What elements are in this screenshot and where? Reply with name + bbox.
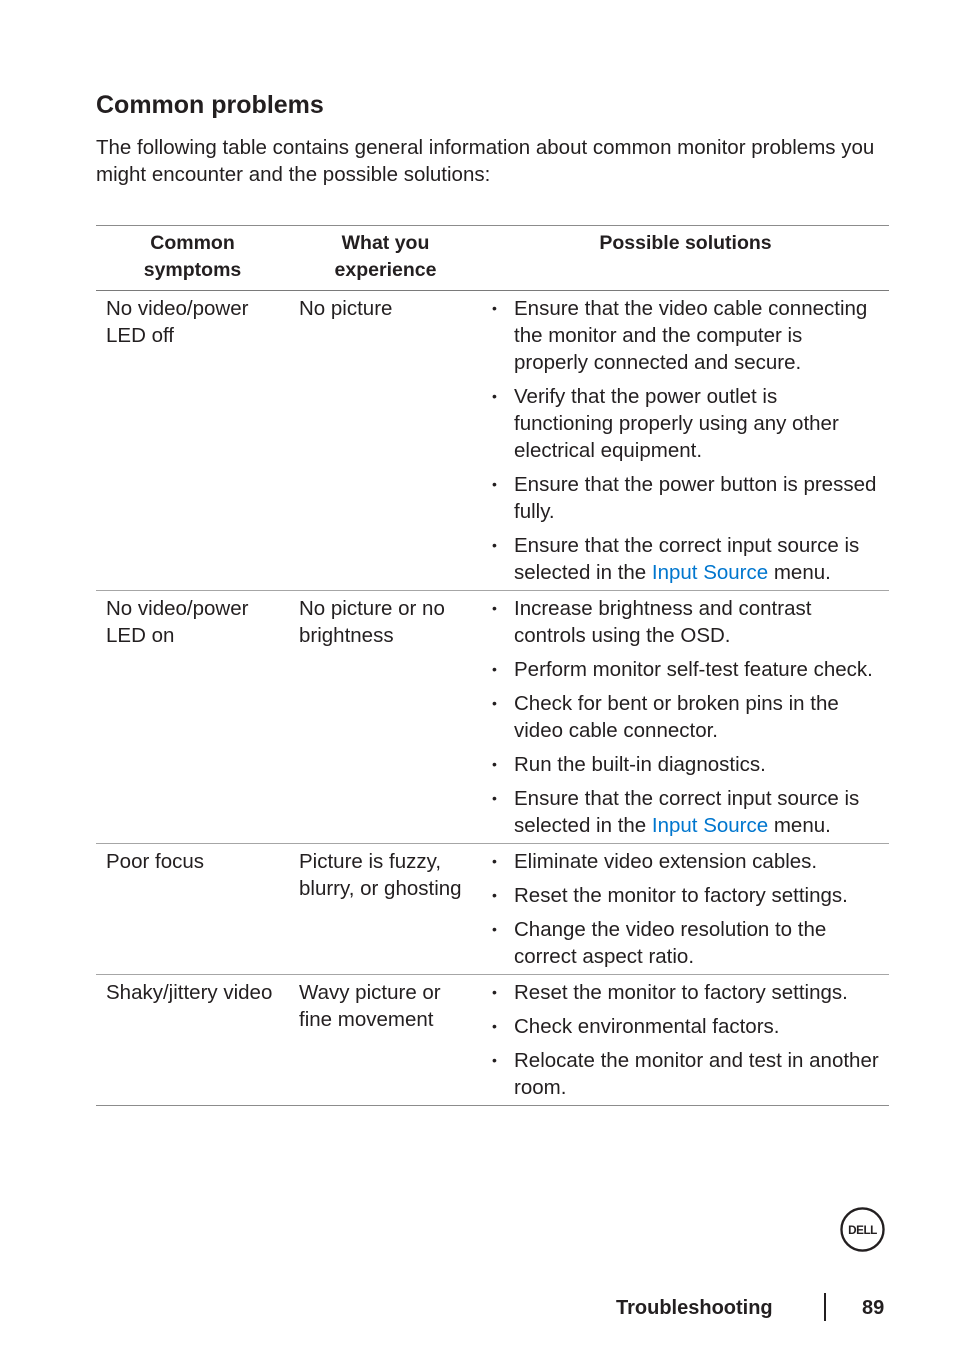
solution-text: Perform monitor self-test feature check.	[514, 658, 873, 681]
footer-divider	[824, 1293, 826, 1321]
header-possible-solutions: Possible solutions	[599, 232, 772, 254]
header-common-symptoms: Common symptoms	[143, 232, 242, 281]
page-title: Common problems	[96, 91, 324, 119]
solution-text: Verify that the power outlet is functioning properly using any other electrical equipment.	[514, 385, 839, 462]
solutions-cell	[482, 844, 889, 975]
bullet-icon: •	[492, 388, 497, 404]
solution-item	[490, 690, 881, 744]
footer-section-label: Troubleshooting	[616, 1297, 773, 1319]
solution-text: Check environmental factors.	[514, 1015, 780, 1038]
table-row	[96, 975, 889, 1106]
experience-cell: No picture or no brightness	[299, 597, 445, 647]
experience-cell: Wavy picture or fine movement	[299, 981, 441, 1031]
bullet-icon: •	[492, 1052, 497, 1068]
solution-item	[490, 295, 881, 376]
experience-cell: No picture	[299, 297, 393, 320]
bullet-icon: •	[492, 887, 497, 903]
solutions-cell	[482, 291, 889, 591]
table-body	[96, 291, 889, 1106]
header-what-you-experience: What you experience	[334, 232, 437, 281]
solution-item	[490, 785, 881, 839]
table-row	[96, 844, 889, 975]
solution-item	[490, 1047, 881, 1101]
solution-text: Change the video resolution to the correct aspect ratio.	[514, 918, 827, 968]
symptom-cell: Shaky/jittery video	[106, 981, 273, 1004]
solution-item	[490, 882, 881, 909]
solutions-list	[490, 295, 881, 586]
symptom-cell: No video/power LED on	[106, 597, 249, 647]
symptom-cell: No video/power LED off	[106, 297, 249, 347]
solution-item	[490, 471, 881, 525]
symptom-cell: Poor focus	[106, 850, 204, 873]
bullet-icon: •	[492, 300, 497, 316]
bullet-icon: •	[492, 537, 497, 553]
solution-text: Ensure that the correct input source is selected in the	[514, 534, 860, 584]
bullet-icon: •	[492, 600, 497, 616]
page-number: 89	[862, 1297, 885, 1319]
solution-text: Ensure that the power button is pressed fully.	[514, 473, 877, 523]
solution-text: Run the built-in diagnostics.	[514, 753, 766, 776]
solution-item	[490, 1013, 881, 1040]
solution-item	[490, 916, 881, 970]
solution-text: Ensure that the correct input source is selected in the	[514, 787, 860, 837]
input-source-link[interactable]: Input Source	[651, 814, 769, 837]
solution-item	[490, 979, 881, 1006]
solution-text: Increase brightness and contrast controls using the OSD.	[514, 597, 812, 647]
solution-item	[490, 751, 881, 778]
solution-text-after: menu.	[773, 561, 831, 584]
input-source-link[interactable]: Input Source	[651, 561, 769, 584]
experience-cell: Picture is fuzzy, blurry, or ghosting	[299, 850, 462, 900]
dell-logo-icon	[840, 1207, 885, 1252]
intro-paragraph: The following table contains general information about common monitor problems you might encounter and the possible solutions:	[96, 136, 875, 186]
solution-item	[490, 383, 881, 464]
bullet-icon: •	[492, 853, 497, 869]
table-row	[96, 291, 889, 591]
solutions-list	[490, 848, 881, 970]
solution-text: Ensure that the video cable connecting the monitor and the computer is properly connected and secure.	[514, 297, 868, 374]
solution-item	[490, 848, 881, 875]
solution-text: Relocate the monitor and test in another room.	[514, 1049, 879, 1099]
bullet-icon: •	[492, 695, 497, 711]
bullet-icon: •	[492, 476, 497, 492]
solution-text-after: menu.	[773, 814, 831, 837]
solution-item	[490, 532, 881, 586]
solutions-cell	[482, 591, 889, 844]
bullet-icon: •	[492, 756, 497, 772]
header-row	[96, 226, 889, 291]
solution-text: Reset the monitor to factory settings.	[514, 884, 848, 907]
solutions-list	[490, 979, 881, 1101]
bullet-icon: •	[492, 984, 497, 1000]
solution-item	[490, 656, 881, 683]
solution-text: Check for bent or broken pins in the video cable connector.	[514, 692, 839, 742]
solutions-list	[490, 595, 881, 839]
table-header	[96, 226, 889, 291]
dell-logo-text: DELL	[848, 1223, 877, 1237]
bullet-icon: •	[492, 1018, 497, 1034]
solutions-cell	[482, 975, 889, 1106]
bullet-icon: •	[492, 661, 497, 677]
solution-text: Eliminate video extension cables.	[514, 850, 818, 873]
table-row	[96, 591, 889, 844]
bullet-icon: •	[492, 921, 497, 937]
solution-text: Reset the monitor to factory settings.	[514, 981, 848, 1004]
problems-table	[96, 225, 889, 1106]
bullet-icon: •	[492, 790, 497, 806]
solution-item	[490, 595, 881, 649]
